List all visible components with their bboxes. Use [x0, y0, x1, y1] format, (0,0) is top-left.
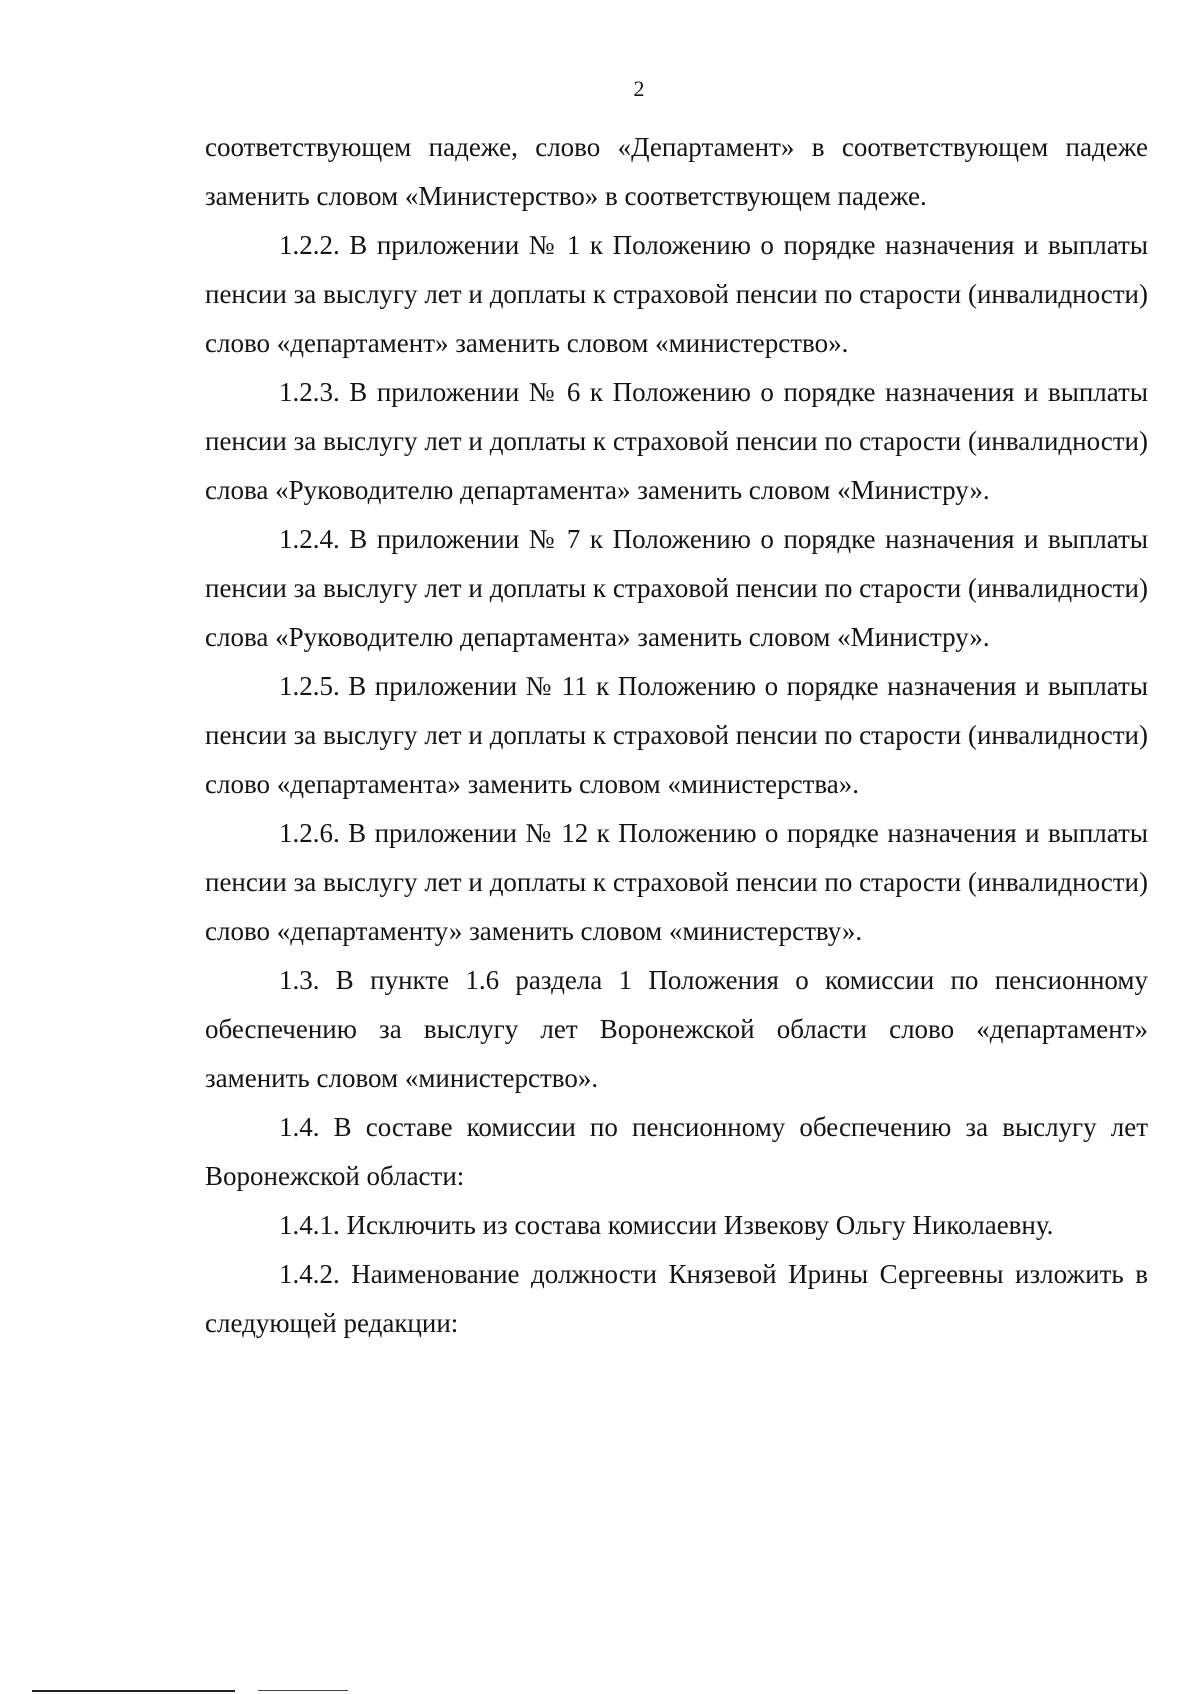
paragraph-1-2-4: 1.2.4. В приложении № 7 к Положению о порядке назначения и выплаты пенсии за выслугу лет и доплаты к страховой пенсии по старости (инвалидности) слова «Руководителю департамента» заменить словом «Министру». — [205, 524, 1148, 652]
paragraph-1-2-6: 1.2.6. В приложении № 12 к Положению о порядке назначения и выплаты пенсии за выслугу лет и доплаты к страховой пенсии по старости (инвалидности) слово «департаменту» заменить словом «министерству». — [205, 818, 1148, 946]
paragraph-1-2-2: 1.2.2. В приложении № 1 к Положению о порядке назначения и выплаты пенсии за выслугу лет и доплаты к страховой пенсии по старости (инвалидности) слово «департамент» заменить словом «министерство». — [205, 230, 1148, 358]
page-number: 2 — [633, 76, 645, 101]
paragraph-1-4-1: 1.4.1. Исключить из состава комиссии Извекову Ольгу Николаевну. — [279, 1210, 1054, 1240]
paragraph-1-2-3: 1.2.3. В приложении № 6 к Положению о порядке назначения и выплаты пенсии за выслугу лет и доплаты к страховой пенсии по старости (инвалидности) слова «Руководителю департамента» заменить словом «Министру». — [205, 377, 1148, 505]
paragraph-continuation: соответствующем падеже, слово «Департамент» в соответствующем падеже заменить словом «Министерство» в соответствующем падеже. — [205, 132, 1148, 211]
paragraph-1-2-5: 1.2.5. В приложении № 11 к Положению о порядке назначения и выплаты пенсии за выслугу лет и доплаты к страховой пенсии по старости (инвалидности) слово «департамента» заменить словом «министерства». — [205, 671, 1148, 799]
document-body — [205, 123, 1148, 1348]
paragraph-1-4-2: 1.4.2. Наименование должности Князевой Ирины Сергеевны изложить в следующей редакции: — [205, 1259, 1148, 1338]
paragraph-1-3: 1.3. В пункте 1.6 раздела 1 Положения о комиссии по пенсионному обеспечению за выслугу лет Воронежской области слово «департамент» заменить словом «министерство». — [205, 965, 1148, 1093]
paragraph-1-4: 1.4. В составе комиссии по пенсионному обеспечению за выслугу лет Воронежской области: — [205, 1112, 1148, 1191]
footer-rule — [32, 1690, 235, 1692]
footer-rule-secondary — [258, 1690, 348, 1691]
